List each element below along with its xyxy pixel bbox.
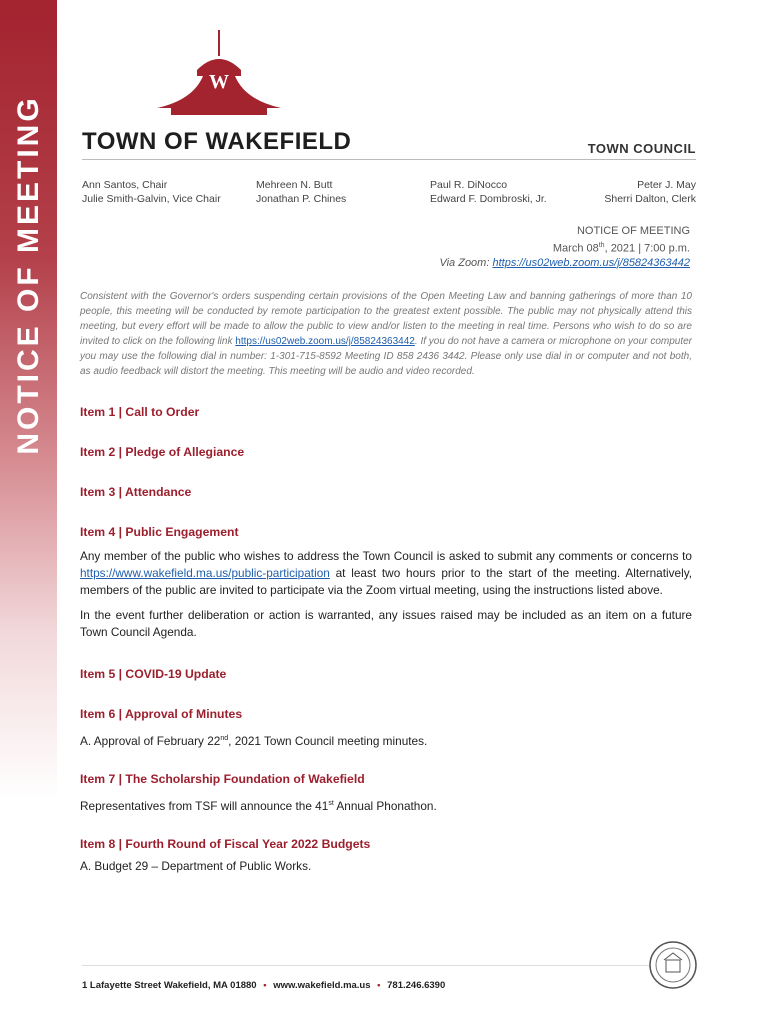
member-name: Ann Santos, Chair	[82, 179, 168, 191]
zoom-link-inline[interactable]: https://us02web.zoom.us/j/85824363442	[235, 336, 415, 347]
agenda-item-heading: Item 5 | COVID-19 Update	[80, 667, 227, 681]
agenda-item-heading: Item 1 | Call to Order	[80, 405, 200, 419]
member-name: Peter J. May	[637, 179, 696, 191]
members-col-4	[604, 178, 696, 206]
header-divider	[82, 159, 696, 160]
footer-phone: 781.246.6390	[387, 980, 446, 991]
minutes-approval-text: A. Approval of February 22nd, 2021 Town Council meeting minutes.	[80, 733, 428, 748]
town-seal-icon	[648, 940, 698, 990]
agenda-item-heading: Item 4 | Public Engagement	[80, 525, 239, 539]
separator-dot-icon: •	[377, 980, 381, 991]
separator-dot-icon: •	[263, 980, 267, 991]
footer-contact	[82, 980, 445, 991]
agenda-item-heading: Item 7 | The Scholarship Foundation of Wakefield	[80, 771, 365, 786]
member-name: Jonathan P. Chines	[256, 193, 347, 205]
town-name: TOWN OF WAKEFIELD	[82, 128, 352, 155]
agenda-item-heading: Item 6 | Approval of Minutes	[80, 707, 243, 721]
member-name: Edward F. Dombroski, Jr.	[430, 193, 547, 205]
agenda-item-heading: Item 2 | Pledge of Allegiance	[80, 445, 245, 459]
members-col-3	[430, 178, 547, 206]
agenda	[80, 405, 692, 875]
meeting-date: March 08th, 2021 | 7:00 p.m.	[552, 241, 690, 255]
zoom-line: Via Zoom: https://us02web.zoom.us/j/85824363442	[439, 256, 690, 269]
footer-website[interactable]: www.wakefield.ma.us	[273, 980, 371, 991]
footer-address: 1 Lafayette Street Wakefield, MA 01880	[82, 980, 257, 991]
members-col-1	[82, 178, 221, 206]
footer-divider	[82, 965, 650, 966]
logo-letter: W	[209, 71, 229, 93]
notice-sidebar	[0, 0, 57, 1024]
member-name: Sherri Dalton, Clerk	[604, 193, 696, 205]
budget-text: A. Budget 29 – Department of Public Works.	[80, 858, 312, 873]
phonathon-text: Representatives from TSF will announce the 41st Annual Phonathon.	[80, 798, 437, 813]
member-name: Mehreen N. Butt	[256, 179, 333, 191]
remote-participation-disclaimer: Consistent with the Governor's orders suspending certain provisions of the Open Meeting Law and banning gatherings of more than 10 people, this meeting will be conducted by remote participation to the greatest extent possible. The public may not physically attend this meeting, but every effort will be made to allow the public to view and/or listen to the meeting in real time. Persons who wish to do so are invited to click on the following link https://us02web.zoom.us/j/85824363442. If you do not have a camera or microphone on your computer you may use the following dial in number: 1-301-715-8592 Meeting ID 858 2436 3442. Please only use dial in or computer and not both, as audio feedback will distort the meeting. This meeting will be audio and video recorded.	[80, 291, 693, 377]
members-col-2	[256, 178, 346, 206]
agenda-item-heading: Item 8 | Fourth Round of Fiscal Year 2022 Budgets	[80, 836, 371, 851]
public-engagement-text: Any member of the public who wishes to address the Town Council is asked to submit any comments or concerns to https://www.wakefield.ma.us/public-participation at least two hours prior to the start of the meeting. Alternatively, members of the public are invited to participate via the Zoom virtual meeting, using the instructions listed above.	[80, 549, 692, 597]
council-label: TOWN COUNCIL	[587, 141, 696, 156]
further-deliberation-text: In the event further deliberation or action is warranted, any issues raised may be included as an item on a future Town Council Agenda.	[80, 608, 692, 639]
member-name: Julie Smith-Galvin, Vice Chair	[82, 193, 221, 205]
notice-title: NOTICE OF MEETING	[576, 225, 690, 237]
meeting-notice	[439, 224, 690, 270]
agenda-item-heading: Item 3 | Attendance	[80, 485, 192, 499]
zoom-link[interactable]: https://us02web.zoom.us/j/85824363442	[492, 256, 690, 269]
member-name: Paul R. DiNocco	[430, 179, 508, 191]
public-participation-link[interactable]: https://www.wakefield.ma.us/public-participation	[80, 566, 330, 580]
bandstand-logo-icon	[157, 30, 303, 130]
sidebar-label: NOTICE OF MEETING	[11, 95, 45, 455]
